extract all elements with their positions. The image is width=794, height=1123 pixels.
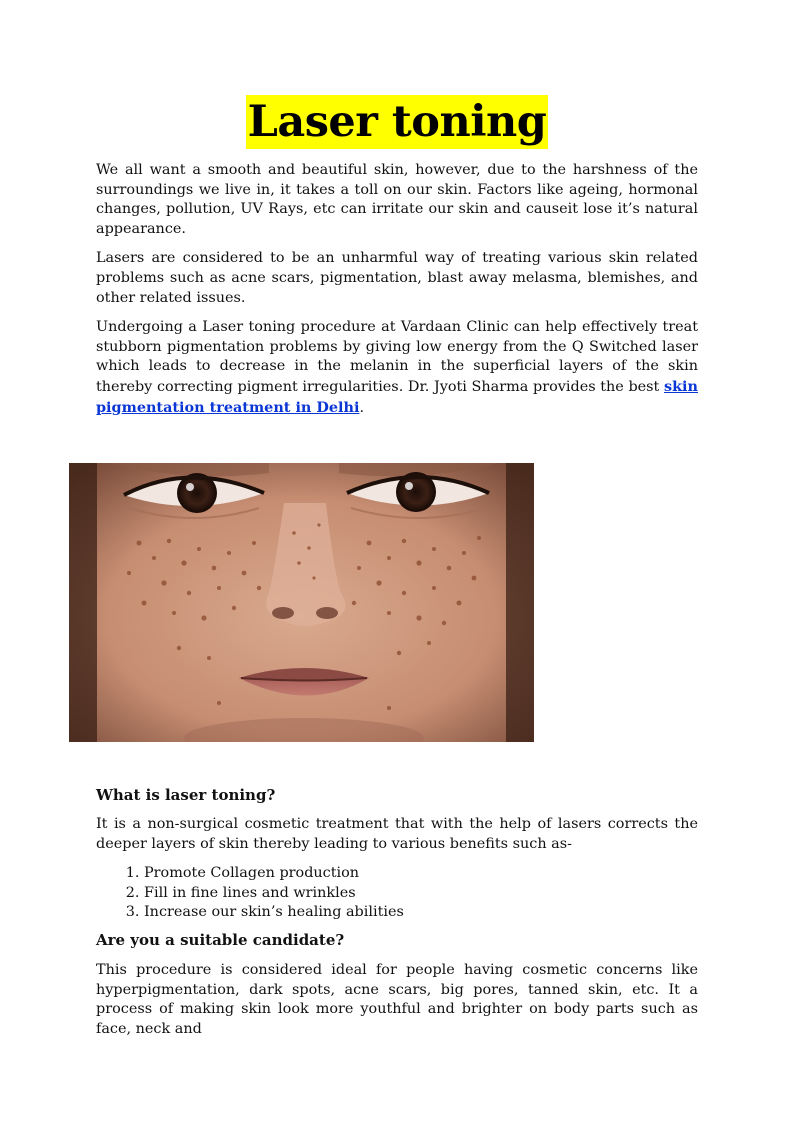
benefit-item: 3. Increase our skin’s healing abilities [144,903,698,923]
procedure-paragraph-end: . [359,399,365,416]
document-page [96,0,698,1037]
title-wrapper [96,95,698,151]
section-text-candidate: This procedure is considered ideal for people having cosmetic concerns like hyperpigmentation, dark spots, acne scars, big pores, tanned skin, etc. It a process of making skin look more youthful and brighter on body parts such as face, neck and [96,961,698,1037]
freckled-face-photo [69,463,534,742]
benefit-item: 1. Promote Collagen production [144,864,698,884]
lower-content [96,785,698,1039]
benefit-item: 2. Fill in fine lines and wrinkles [144,884,698,904]
page-title: Laser toning [247,97,547,147]
face-illustration [69,463,534,742]
procedure-paragraph-text: Undergoing a Laser toning procedure at Vardaan Clinic can help effectively treat stubborn pigmentation problems by giving low energy from the Q Switched laser which leads to decrease in the melanin in the superficial layers of the skin thereby correcting pigment irregularities. Dr. Jyoti Sharma provides the best [96,319,698,395]
section-heading-candidate: Are you a suitable candidate? [96,930,345,949]
section-text-what-is: It is a non-surgical cosmetic treatment that with the help of lasers corrects the deeper layers of skin thereby leading to various benefits such as- [96,816,698,852]
procedure-paragraph [96,318,698,418]
skin-pigmentation-treatment-link[interactable]: skin pigmentation treatment in Delhi [96,377,698,416]
intro-paragraph: We all want a smooth and beautiful skin, however, due to the harshness of the surroundings we live in, it takes a toll on our skin. Factors like ageing, hormonal changes, pollution, UV Rays, etc can irritate our skin and causeit lose it’s natural appearance. [96,162,698,237]
lasers-paragraph: Lasers are considered to be an unharmful way of treating various skin related problems such as acne scars, pigmentation, blast away melasma, blemishes, and other related issues. [96,250,698,306]
benefits-list [96,864,698,923]
section-heading-what-is: What is laser toning? [96,786,276,804]
